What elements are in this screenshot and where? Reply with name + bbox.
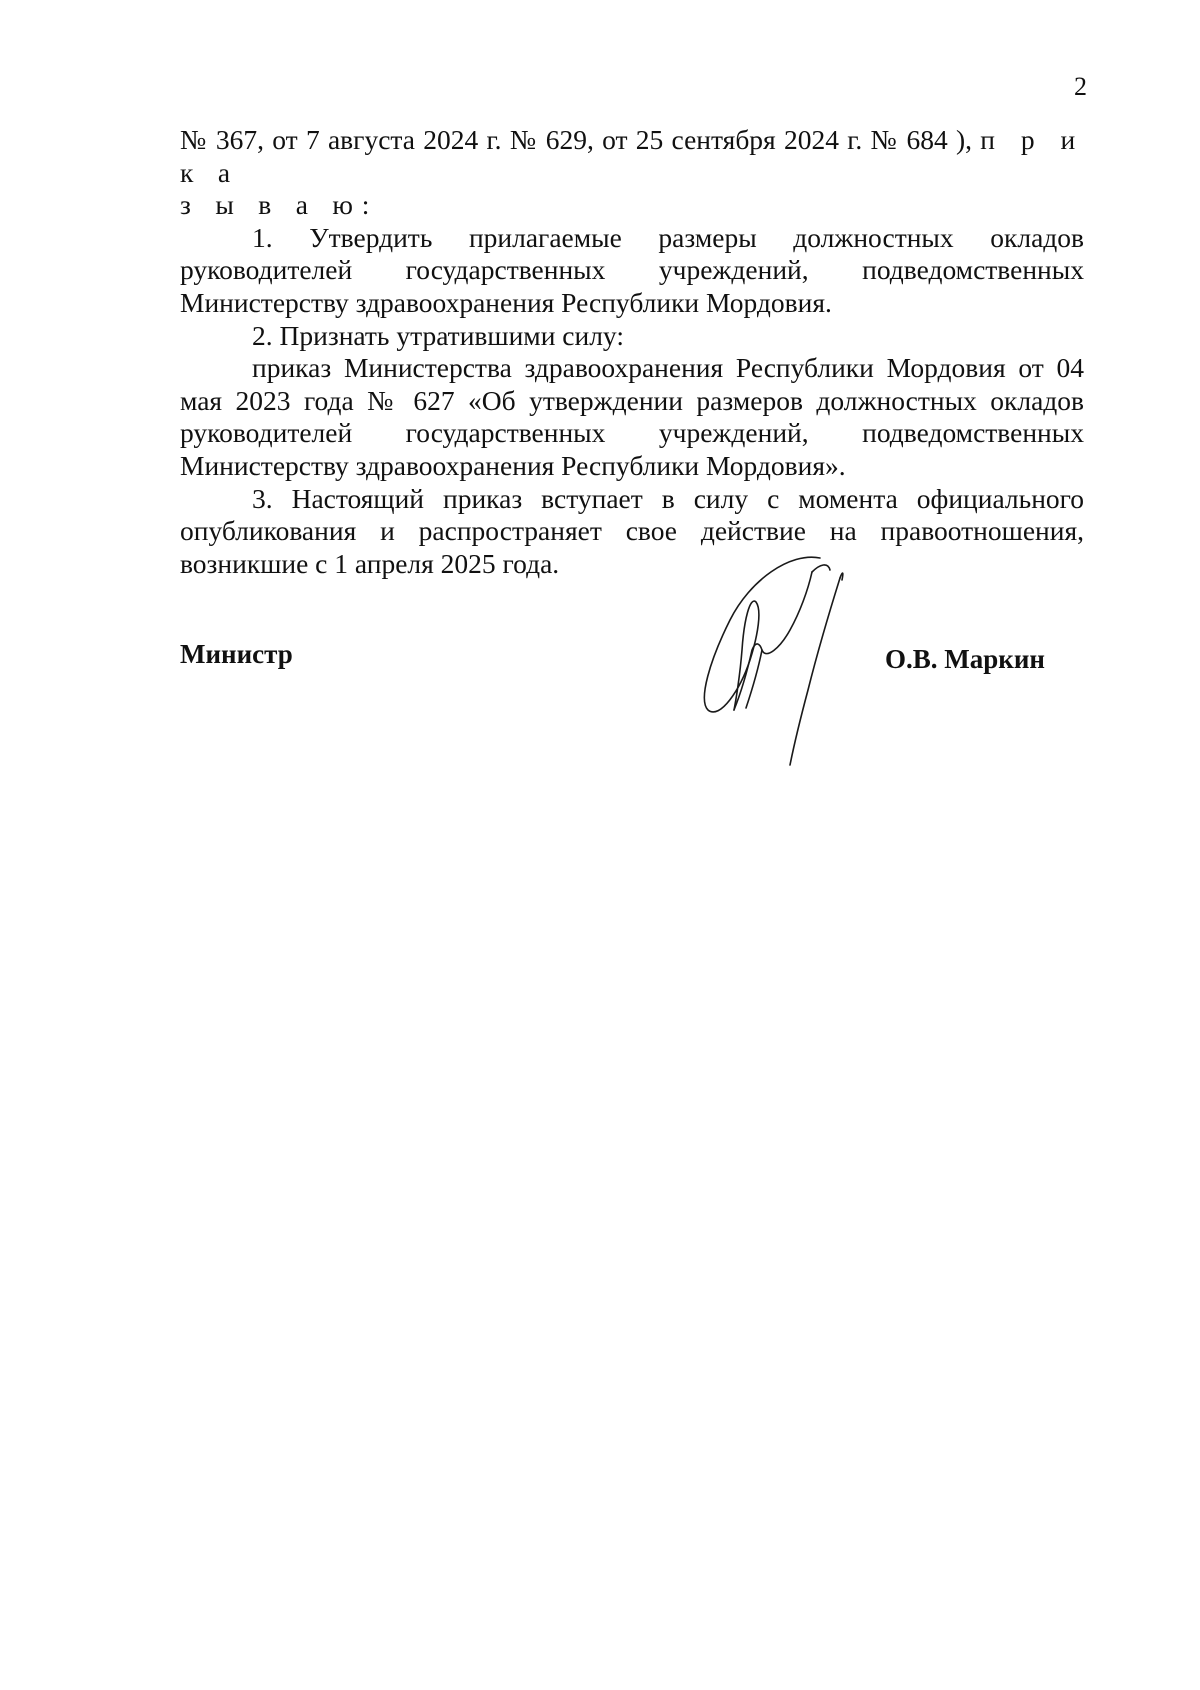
intro-paragraph bbox=[180, 124, 1084, 222]
page-number: 2 bbox=[1074, 72, 1087, 101]
item-2-text: приказ Министерства здравоохранения Республики Мордовия от 04 мая 2023 года № 627 «Об утверждении размеров должностных окладов руководителей государственных учреждений, подведомственных Министерству здравоохранения Республики Мордовия». bbox=[180, 352, 1084, 481]
item-1-paragraph: 1. Утвердить прилагаемые размеры должностных окладов руководителей государственных учреждений, подведомственных Министерству здравоохранения Республики Мордовия. bbox=[180, 221, 1084, 318]
intro-line: № 367, от 7 августа 2024 г. № 629, от 25 сентября 2024 г. № 684 ), bbox=[180, 124, 981, 155]
signatory-name: О.В. Маркин bbox=[885, 644, 1045, 674]
intro-spaced-head: п р и к а bbox=[180, 124, 1084, 188]
signatory-title: Министр bbox=[180, 639, 293, 669]
item-3-paragraph: 3. Настоящий приказ вступает в силу с момента официального опубликования и распространяет свое действие на правоотношения, возникшие с 1 апреля 2025 года. bbox=[180, 482, 1084, 579]
document-body bbox=[180, 124, 1084, 580]
intro-spaced-tail: з ы в а ю: bbox=[180, 189, 379, 221]
item-2-heading: 2. Признать утратившими силу: bbox=[252, 319, 624, 351]
handwritten-signature bbox=[690, 550, 890, 770]
